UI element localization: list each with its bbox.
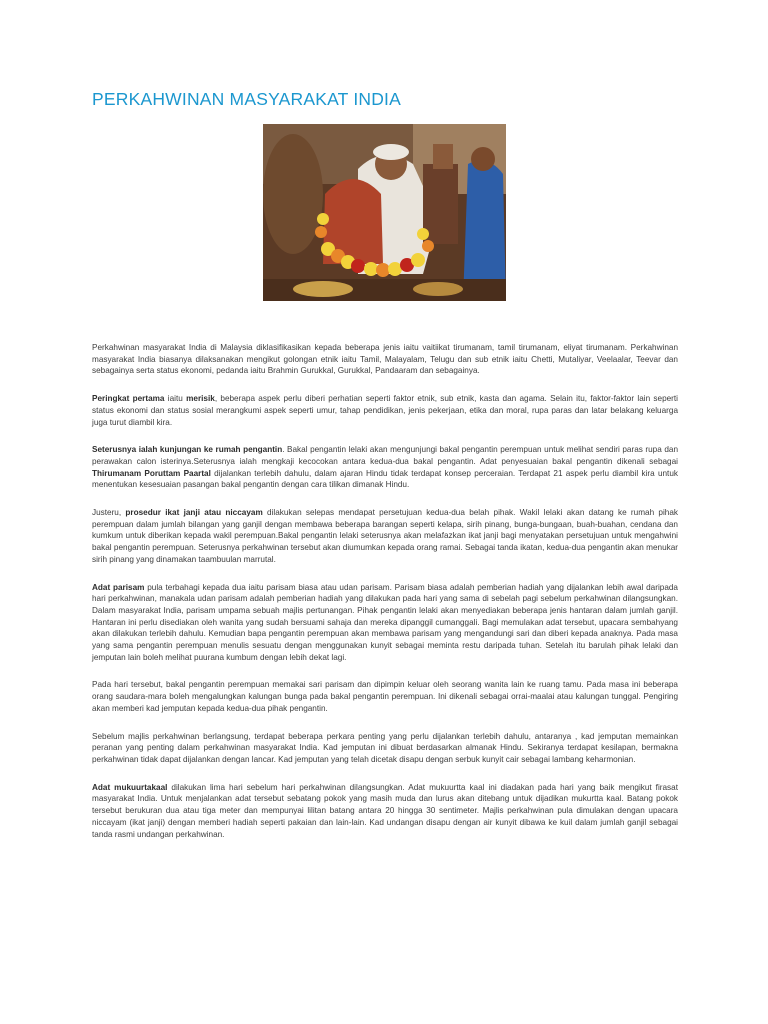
paragraph-merisik: Peringkat pertama iaitu merisik, beberapa aspek perlu diberi perhatian seperti faktor etnik, sub etnik, kasta dan agama. Selain itu, faktor-faktor lain seperti status ekonomi dan status sosial merangkumi aspek seperti umur, tahap pendidikan, jenis pekerjaan, etika dan moral, rupa paras dan latar belakang keluarga juga turut diambil kira.	[92, 394, 678, 427]
paragraph-orrai-maalai: Pada hari tersebut, bakal pengantin perempuan memakai sari parisam dan dipimpin keluar oleh seorang wanita lain ke ruang tamu. Pada masa ini beberapa orang saudara-mara boleh mengalungkan kalungan bunga pada bakal pengantin perempuan. Ini dikenali sebagai orrai-maalai atau kalungan tunggal. Pengiring akan memberi kad jemputan kepada kedua-dua pihak pengantin.	[92, 680, 678, 713]
paragraph-text: dilakukan lima hari sebelum hari perkahwinan dilangsungkan. Adat mukuurtta kaal ini diadakan pada hari yang baik mengikut firasat masyarakat India. Untuk menjalankan adat tersebut sebatang pokok yang masih muda dan lurus akan ditebang untuk dijadikan mukurtta kaal. Batang pokok tersebut berukuran dua atau tiga meter dan mempunyai lilitan batang antara 20 hingga 30 sentimeter. Majlis perkahwinan pula dimulakan dengan upacara niccayam (ikat janji) dengan memberi hadiah seperti pakaian dan lain-lain. Kad undangan disapu dengan air kunyit dibawa ke kuil dalam jumlah ganjil sebagai tanda rasmi undangan perkahwinan.	[92, 782, 678, 839]
paragraph-parisam	[92, 582, 678, 664]
bold-phrase: Thirumanam Poruttam Paartal	[92, 468, 211, 478]
article-body	[92, 342, 678, 856]
paragraph-text: . Bakal pengantin lelaki akan mengunjungi bakal pengantin perempuan untuk melihat sendiri paras rupa dan perawakan calon isterinya.Seterusnya ialah mengkaji kecocokan antara kedua-dua bakal pengantin. Adat penyesuaian bakal pengantin dikenali sebagai	[92, 445, 678, 466]
bold-phrase: Peringkat pertama	[92, 394, 165, 404]
bold-phrase: Adat parisam	[92, 582, 145, 592]
page-title: PERKAHWINAN MASYARAKAT INDIA	[92, 89, 401, 109]
bold-phrase: prosedur ikat janji atau niccayam	[125, 508, 263, 518]
paragraph-text: , beberapa aspek perlu diberi perhatian seperti faktor etnik, sub etnik, kasta dan agama. Selain itu, faktor-faktor lain seperti status ekonomi dan status sosial merangkumi aspek seperti umur, tahap pendidikan, jenis pekerjaan, etika dan moral, rupa paras dan latar belakang keluarga juga turut diambil kira.	[92, 394, 678, 427]
wedding-photo	[263, 124, 506, 301]
paragraph-text: Justeru,	[92, 508, 126, 518]
paragraph-text: dijalankan terlebih dahulu, dalam ajaran Hindu tidak terdapat konsep perceraian. Terdapat 21 aspek perlu diambil kira untuk menentukan kesesuaian pasangan bakal pengantin dengan cara tilikan dimanak Hindu.	[92, 468, 678, 490]
bold-phrase: Seterusnya ialah kunjungan ke rumah pengantin	[92, 445, 283, 455]
paragraph-intro: Perkahwinan masyarakat India di Malaysia diklasifikasikan kepada beberapa jenis iaitu vaitiikat tirumanam, tamil tirumanam, eliyat tirumanam. Perkahwinan masyarakat India biasanya dilaksanakan mengikut golongan etnik iaitu Tamil, Malayalam, Telugu dan sub etnik iaitu Chetti, Mutaliyar, Veelaalar, Teevar dan sebagainya serta status ekonomi, pedanda iaitu Brahmin Gurukkal, Gurukkal, Pandaaram dan sebagainya.	[92, 343, 678, 376]
paragraph-kad-jemputan: Sebelum majlis perkahwinan berlangsung, terdapat beberapa perkara penting yang perlu dijalankan terlebih dahulu, antaranya , kad jemputan memainkan peranan yang penting dalam perkahwinan masyarakat India. Kad jemputan ini dibuat berdasarkan almanak Hindu. Sekiranya terdapat kesilapan, bermakna perkahwinan tidak dapat dijalankan dengan lancar. Kad jemputan yang telah dicetak disapu dengan serbuk kunyit cair sebagai lambang keharmonian.	[92, 731, 678, 764]
paragraph-niccayam	[92, 507, 678, 566]
paragraph-mukuurtakaal	[92, 782, 678, 841]
paragraph-kunjungan	[92, 444, 678, 491]
paragraph-text: pula terbahagi kepada dua iaitu parisam biasa atau udan parisam. Parisam biasa adalah pemberian hadiah yang dijalankan lebih awal daripada hari perkahwinan, manakala udan parisam adalah pemberian hadiah yang dilakukan pada hari yang sama di sebelah pagi sebelum perkahwinan dilangsungkan. Dalam masyarakat India, parisam umpama sebuah majlis pertunangan. Pihak pengantin lelaki akan menyediakan beberapa jenis hantaran dalam jumlah ganjil. Hantaran ini perlu disediakan oleh wanita yang sudah bersuami sahaja dan mereka dipanggil cumanggali. Bagi memulakan adat tersebut, upacara sembahyang akan dilakukan terlebih dahulu. Kemudian bapa pengantin perempuan akan membawa parisam yang mengandungi sari dan diberi kepada anaknya. Pada masa yang sama pengantin perempuan menulis sesuatu dengan menggunakan kunyit sebagai meminta restu daripada tuhan. Setelah itu barulah pihak lelaki dan jemputan lain boleh melihat puurana kumbum dengan lebih dekat lagi.	[92, 582, 678, 662]
bold-phrase: Adat mukuurtakaal	[92, 782, 168, 792]
paragraph-text: dilakukan selepas mendapat persetujuan kedua-dua belah pihak. Wakil lelaki akan datang ke rumah pihak perempuan dalam jumlah bilangan yang ganjil dengan membawa beberapa barangan seperti kelapa, sirih pinang, bunga-bungaan, buah-buahan, cendana dan kumkum untuk diberikan kepada wakil perempuan.Bakal pengantin lelaki seterusnya akan melafazkan ikat janji bagi menyatakan persetujuan untuk mengahwini bakal pengantin perempuan. Seterusnya perkahwinan tersebut akan diumumkan kepada orang ramai. Sebagai tanda ikatan, kedua-dua pengantin akan menukar sirih pinang yang dinamakan taambuulan marrutal.	[92, 508, 679, 564]
bold-phrase: merisik	[186, 394, 215, 404]
